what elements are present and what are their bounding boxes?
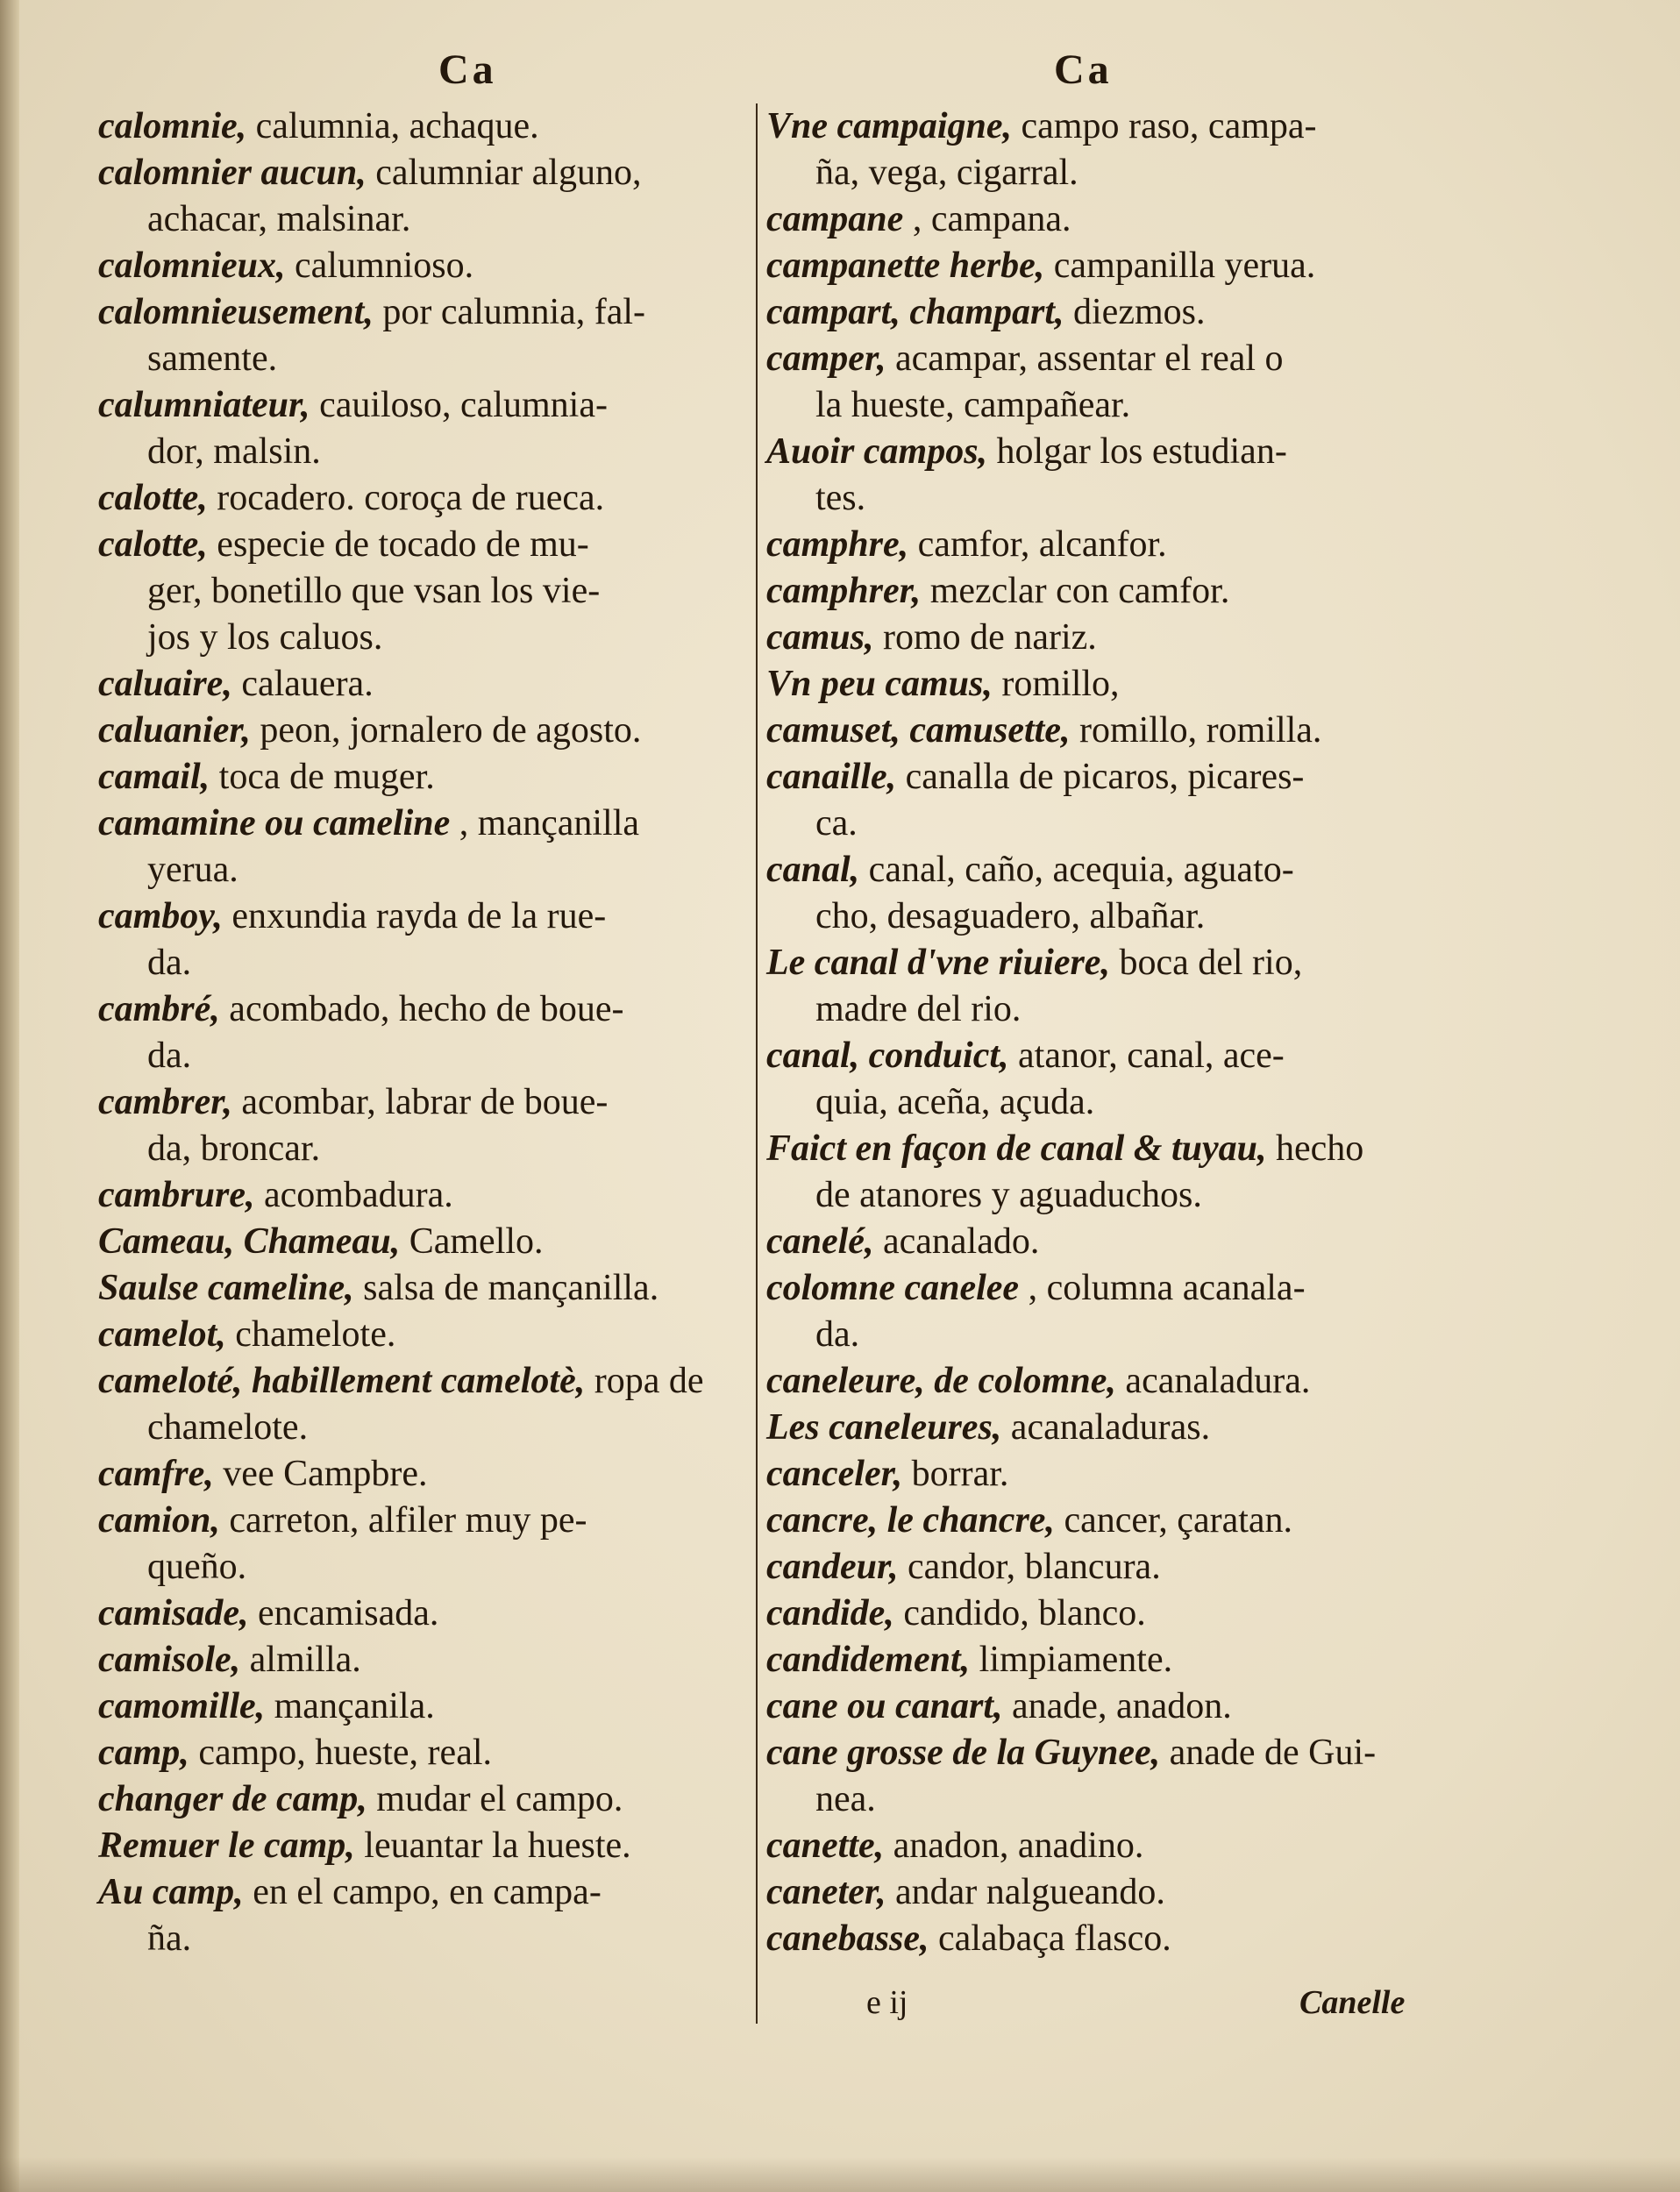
entry-continuation: achacar, malsinar. — [147, 199, 411, 239]
catchword: Canelle — [1299, 1984, 1406, 2021]
entry-translation: enxundia rayda de la rue- — [222, 896, 607, 936]
entry-translation: acombar, labrar de boue- — [231, 1082, 609, 1122]
entry-line — [98, 1265, 745, 1312]
entry-line — [766, 1869, 1415, 1916]
entry-translation: salsa de mançanilla. — [353, 1268, 659, 1308]
entry-line — [766, 1451, 1415, 1498]
entry-headword: cane grosse de la Guynee, — [766, 1733, 1161, 1773]
entry-line — [98, 893, 745, 940]
entry-translation: , columna acanala- — [1019, 1268, 1306, 1308]
dictionary-entry — [98, 754, 745, 801]
entry-line — [766, 429, 1415, 475]
entry-translation: anade, anadon. — [1002, 1686, 1232, 1726]
entry-headword: camomille, — [98, 1686, 266, 1726]
entry-translation: leuantar la hueste. — [354, 1825, 631, 1866]
dictionary-entry — [766, 103, 1415, 196]
entry-headword: camfre, — [98, 1454, 214, 1494]
entry-translation: candido, blanco. — [893, 1593, 1146, 1633]
dictionary-entry — [766, 196, 1415, 243]
dictionary-entry — [766, 1033, 1415, 1126]
page-spine-shadow — [0, 0, 19, 2192]
entry-line — [98, 1823, 745, 1869]
entry-line — [98, 289, 745, 336]
entry-headword: camion, — [98, 1500, 220, 1541]
entry-continuation: ca. — [815, 803, 858, 843]
entry-headword: Faict en façon de canal & tuyau, — [766, 1128, 1267, 1169]
entry-line — [766, 1219, 1415, 1265]
entry-line — [766, 940, 1415, 986]
dictionary-entry — [766, 1869, 1415, 1916]
entry-continuation: dor, malsin. — [147, 431, 321, 472]
dictionary-entry — [766, 243, 1415, 289]
dictionary-entry — [766, 940, 1415, 1033]
entry-continuation: yerua. — [147, 850, 238, 890]
entry-line — [98, 1591, 745, 1637]
entry-headword: canceler, — [766, 1454, 903, 1494]
dictionary-entry — [98, 893, 745, 986]
entry-continuation: quia, aceña, açuda. — [815, 1082, 1095, 1122]
entry-translation: anade de Gui- — [1160, 1733, 1377, 1773]
entry-line — [98, 1312, 745, 1358]
dictionary-entry — [98, 1730, 745, 1776]
entry-headword: calotte, — [98, 478, 208, 518]
entry-translation: calumnioso. — [285, 246, 474, 286]
entry-headword: Vne campaigne, — [766, 106, 1012, 146]
entry-translation: Camello. — [400, 1221, 544, 1262]
entry-translation: diezmos. — [1064, 292, 1206, 332]
entry-line — [98, 382, 745, 429]
entry-line — [766, 708, 1415, 754]
right-column-header: Ca — [1054, 46, 1113, 93]
entry-line — [766, 1591, 1415, 1637]
dictionary-entry — [766, 336, 1415, 429]
entry-translation: campo, hueste, real. — [189, 1733, 492, 1773]
entry-translation: chamelote. — [225, 1314, 396, 1355]
entry-headword: camper, — [766, 338, 886, 379]
entry-headword: camamine ou cameline — [98, 803, 451, 843]
entry-translation: canalla de picaros, picares- — [896, 757, 1305, 797]
entry-headword: campanette herbe, — [766, 246, 1045, 286]
entry-translation: boca del rio, — [1109, 943, 1303, 983]
entry-headword: candeur, — [766, 1547, 899, 1587]
entry-continuation: da. — [147, 1036, 192, 1076]
entry-translation: atanor, canal, ace- — [1008, 1036, 1285, 1076]
entry-line — [766, 661, 1415, 708]
entry-line — [766, 1358, 1415, 1405]
signature-mark: e ij — [866, 1984, 908, 2021]
entry-headword: campart, champart, — [766, 292, 1064, 332]
entry-line — [766, 1683, 1415, 1730]
entry-translation: peon, jornalero de agosto. — [250, 710, 642, 751]
entry-translation: , mançanilla — [450, 803, 640, 843]
entry-translation: toca de muger. — [210, 757, 435, 797]
entry-translation: acanalado. — [873, 1221, 1040, 1262]
dictionary-entry — [98, 1637, 745, 1683]
entry-line — [766, 289, 1415, 336]
dictionary-entry — [766, 1219, 1415, 1265]
entry-continuation: nea. — [815, 1779, 876, 1819]
entry-translation: carreton, alfiler muy pe- — [219, 1500, 587, 1541]
entry-continuation: la hueste, campañear. — [815, 385, 1131, 425]
dictionary-entry — [98, 475, 745, 522]
entry-line — [766, 1730, 1415, 1776]
dictionary-entry — [766, 1544, 1415, 1591]
entry-line — [98, 754, 745, 801]
dictionary-entry — [766, 522, 1415, 568]
entry-translation: vee Campbre. — [213, 1454, 428, 1494]
entry-headword: camp, — [98, 1733, 189, 1773]
entry-line — [766, 1544, 1415, 1591]
entry-line — [766, 754, 1415, 801]
entry-translation: anadon, anadino. — [884, 1825, 1144, 1866]
entry-continuation: ña. — [147, 1918, 192, 1959]
entry-line — [98, 103, 745, 150]
entry-translation: cancer, çaratan. — [1054, 1500, 1293, 1541]
entry-translation: calumniar alguno, — [366, 153, 642, 193]
entry-headword: cane ou canart, — [766, 1686, 1003, 1726]
entry-continuation: madre del rio. — [815, 989, 1022, 1029]
dictionary-entry — [766, 1683, 1415, 1730]
entry-line — [766, 1823, 1415, 1869]
entry-headword: cameloté, habillement camelotè, — [98, 1361, 586, 1401]
dictionary-entry — [98, 1823, 745, 1869]
entry-translation: acombado, hecho de boue- — [219, 989, 624, 1029]
entry-line — [98, 1219, 745, 1265]
dictionary-entry — [98, 1591, 745, 1637]
entry-line — [766, 243, 1415, 289]
entry-headword: candide, — [766, 1593, 894, 1633]
entry-line — [98, 150, 745, 196]
entry-translation: romillo, romilla. — [1070, 710, 1322, 751]
dictionary-entry — [98, 1358, 745, 1451]
entry-headword: cambrure, — [98, 1175, 255, 1215]
entry-line — [98, 1730, 745, 1776]
entry-line — [98, 1869, 745, 1916]
entry-translation: canal, caño, acequia, aguato- — [859, 850, 1294, 890]
entry-headword: canette, — [766, 1825, 885, 1866]
entry-translation: , campana. — [903, 199, 1071, 239]
dictionary-entry — [98, 801, 745, 893]
entry-line — [766, 103, 1415, 150]
entry-headword: calomnieux, — [98, 246, 286, 286]
dictionary-entry — [98, 1869, 745, 1962]
entry-headword: caluanier, — [98, 710, 251, 751]
dictionary-entry — [766, 568, 1415, 615]
entry-line — [766, 568, 1415, 615]
entry-headword: campane — [766, 199, 904, 239]
entry-headword: camphre, — [766, 524, 909, 565]
dictionary-entry — [766, 1265, 1415, 1358]
dictionary-entry — [98, 289, 745, 382]
entry-translation: acampar, assentar el real o — [886, 338, 1284, 379]
entry-translation: mezclar con camfor. — [921, 571, 1230, 611]
left-dictionary-column — [98, 103, 745, 1962]
dictionary-entry — [766, 1730, 1415, 1823]
entry-translation: encamisada. — [248, 1593, 439, 1633]
entry-line — [98, 243, 745, 289]
entry-continuation: ña, vega, cigarral. — [815, 153, 1078, 193]
entry-continuation: da. — [147, 943, 192, 983]
entry-line — [766, 1126, 1415, 1172]
column-divider — [756, 103, 758, 2024]
dictionary-entry — [98, 986, 745, 1079]
entry-headword: Remuer le camp, — [98, 1825, 355, 1866]
entry-headword: calotte, — [98, 524, 208, 565]
entry-headword: camisole, — [98, 1640, 241, 1680]
dictionary-entry — [766, 1823, 1415, 1869]
entry-line — [98, 708, 745, 754]
entry-translation: por calumnia, fal- — [373, 292, 646, 332]
entry-headword: caneter, — [766, 1872, 886, 1912]
dictionary-entry — [766, 289, 1415, 336]
entry-headword: Les caneleures, — [766, 1407, 1002, 1448]
entry-continuation: cho, desaguadero, albañar. — [815, 896, 1206, 936]
entry-translation: holgar los estudian- — [987, 431, 1287, 472]
entry-translation: acanaladura. — [1115, 1361, 1311, 1401]
entry-translation: mudar el campo. — [367, 1779, 623, 1819]
entry-headword: calumniateur, — [98, 385, 310, 425]
entry-translation: acombadura. — [254, 1175, 453, 1215]
entry-translation: hecho — [1266, 1128, 1364, 1169]
entry-headword: cancre, le chancre, — [766, 1500, 1055, 1541]
entry-translation: borrar. — [902, 1454, 1009, 1494]
entry-continuation: ger, bonetillo que vsan los vie- — [147, 571, 601, 611]
entry-continuation: chamelote. — [147, 1407, 309, 1448]
dictionary-entry — [766, 1591, 1415, 1637]
dictionary-entry — [98, 661, 745, 708]
entry-continuation: de atanores y aguaduchos. — [815, 1175, 1202, 1215]
entry-translation: limpiamente. — [970, 1640, 1173, 1680]
entry-continuation: queño. — [147, 1547, 247, 1587]
entry-headword: camelot, — [98, 1314, 226, 1355]
entry-translation: ropa de — [585, 1361, 704, 1401]
entry-translation: acanaladuras. — [1001, 1407, 1211, 1448]
entry-headword: cambré, — [98, 989, 220, 1029]
entry-headword: camail, — [98, 757, 210, 797]
dictionary-entry — [98, 1265, 745, 1312]
entry-headword: Au camp, — [98, 1872, 244, 1912]
entry-line — [98, 1451, 745, 1498]
entry-line — [766, 1637, 1415, 1683]
entry-line — [98, 1079, 745, 1126]
dictionary-entry — [98, 1498, 745, 1591]
dictionary-entry — [766, 1637, 1415, 1683]
entry-headword: canelé, — [766, 1221, 874, 1262]
dictionary-entry — [98, 1219, 745, 1265]
entry-headword: Vn peu camus, — [766, 664, 993, 704]
entry-line — [98, 1172, 745, 1219]
entry-line — [98, 661, 745, 708]
dictionary-entry — [766, 847, 1415, 940]
entry-translation: especie de tocado de mu- — [207, 524, 589, 565]
entry-headword: changer de camp, — [98, 1779, 367, 1819]
page-bottom-edge — [0, 2157, 1680, 2192]
entry-line — [98, 475, 745, 522]
dictionary-entry — [98, 243, 745, 289]
entry-translation: camfor, alcanfor. — [908, 524, 1167, 565]
entry-translation: calauera. — [231, 664, 374, 704]
dictionary-entry — [766, 615, 1415, 661]
entry-translation: calabaça flasco. — [929, 1918, 1171, 1959]
entry-translation: rocadero. coroça de rueca. — [207, 478, 605, 518]
dictionary-entry — [98, 1451, 745, 1498]
dictionary-entry — [98, 103, 745, 150]
entry-continuation: samente. — [147, 338, 278, 379]
entry-line — [98, 1776, 745, 1823]
entry-headword: calomnier aucun, — [98, 153, 367, 193]
left-column-header: Ca — [438, 46, 497, 93]
right-dictionary-column — [766, 103, 1415, 1962]
entry-translation: cauiloso, calumnia- — [310, 385, 608, 425]
entry-headword: Le canal d'vne riuiere, — [766, 943, 1110, 983]
entry-headword: canal, — [766, 850, 860, 890]
entry-line — [766, 1498, 1415, 1544]
entry-headword: caluaire, — [98, 664, 232, 704]
entry-headword: camus, — [766, 617, 874, 658]
entry-headword: Auoir campos, — [766, 431, 988, 472]
dictionary-entry — [98, 1172, 745, 1219]
dictionary-entry — [98, 708, 745, 754]
dictionary-entry — [766, 1405, 1415, 1451]
entry-headword: camuset, camusette, — [766, 710, 1071, 751]
entry-headword: canal, conduict, — [766, 1036, 1009, 1076]
entry-line — [766, 847, 1415, 893]
dictionary-entry — [766, 1126, 1415, 1219]
entry-translation: romo de nariz. — [873, 617, 1097, 658]
dictionary-entry — [98, 382, 745, 475]
dictionary-entry — [766, 1358, 1415, 1405]
dictionary-entry — [98, 522, 745, 661]
entry-headword: cambrer, — [98, 1082, 232, 1122]
entry-translation: candor, blancura. — [898, 1547, 1161, 1587]
entry-line — [98, 1498, 745, 1544]
entry-headword: camphrer, — [766, 571, 922, 611]
entry-headword: candidement, — [766, 1640, 971, 1680]
dictionary-entry — [766, 1451, 1415, 1498]
entry-translation: almilla. — [240, 1640, 361, 1680]
entry-line — [98, 801, 745, 847]
entry-headword: calomnie, — [98, 106, 247, 146]
dictionary-entry — [766, 661, 1415, 708]
entry-line — [766, 615, 1415, 661]
entry-line — [98, 986, 745, 1033]
entry-line — [766, 1405, 1415, 1451]
entry-line — [98, 1358, 745, 1405]
dictionary-entry — [766, 429, 1415, 522]
entry-translation: calumnia, achaque. — [246, 106, 539, 146]
entry-translation: en el campo, en campa- — [243, 1872, 602, 1912]
dictionary-entry — [766, 1498, 1415, 1544]
entry-translation: campanilla yerua. — [1044, 246, 1316, 286]
entry-headword: camisade, — [98, 1593, 249, 1633]
entry-line — [766, 1916, 1415, 1962]
dictionary-entry — [766, 754, 1415, 847]
dictionary-entry — [98, 1776, 745, 1823]
entry-line — [766, 196, 1415, 243]
dictionary-entry — [98, 1312, 745, 1358]
entry-headword: Cameau, Chameau, — [98, 1221, 401, 1262]
dictionary-entry — [98, 1683, 745, 1730]
entry-line — [98, 522, 745, 568]
dictionary-entry — [98, 1079, 745, 1172]
entry-line — [766, 1033, 1415, 1079]
entry-continuation: tes. — [815, 478, 866, 518]
entry-headword: colomne canelee — [766, 1268, 1020, 1308]
entry-headword: camboy, — [98, 896, 223, 936]
entry-translation: campo raso, campa- — [1012, 106, 1317, 146]
entry-translation: andar nalgueando. — [886, 1872, 1165, 1912]
entry-headword: canaille, — [766, 757, 897, 797]
entry-headword: canebasse, — [766, 1918, 929, 1959]
dictionary-entry — [98, 150, 745, 243]
entry-line — [98, 1683, 745, 1730]
entry-line — [766, 1265, 1415, 1312]
entry-line — [766, 522, 1415, 568]
entry-continuation: da, broncar. — [147, 1128, 321, 1169]
entry-headword: caneleure, de colomne, — [766, 1361, 1116, 1401]
entry-line — [766, 336, 1415, 382]
entry-continuation: da. — [815, 1314, 860, 1355]
entry-headword: Saulse cameline, — [98, 1268, 354, 1308]
entry-continuation: jos y los caluos. — [147, 617, 383, 658]
dictionary-entry — [766, 708, 1415, 754]
dictionary-entry — [766, 1916, 1415, 1962]
entry-headword: calomnieusement, — [98, 292, 374, 332]
entry-line — [98, 1637, 745, 1683]
entry-translation: mançanila. — [265, 1686, 435, 1726]
entry-translation: romillo, — [992, 664, 1120, 704]
